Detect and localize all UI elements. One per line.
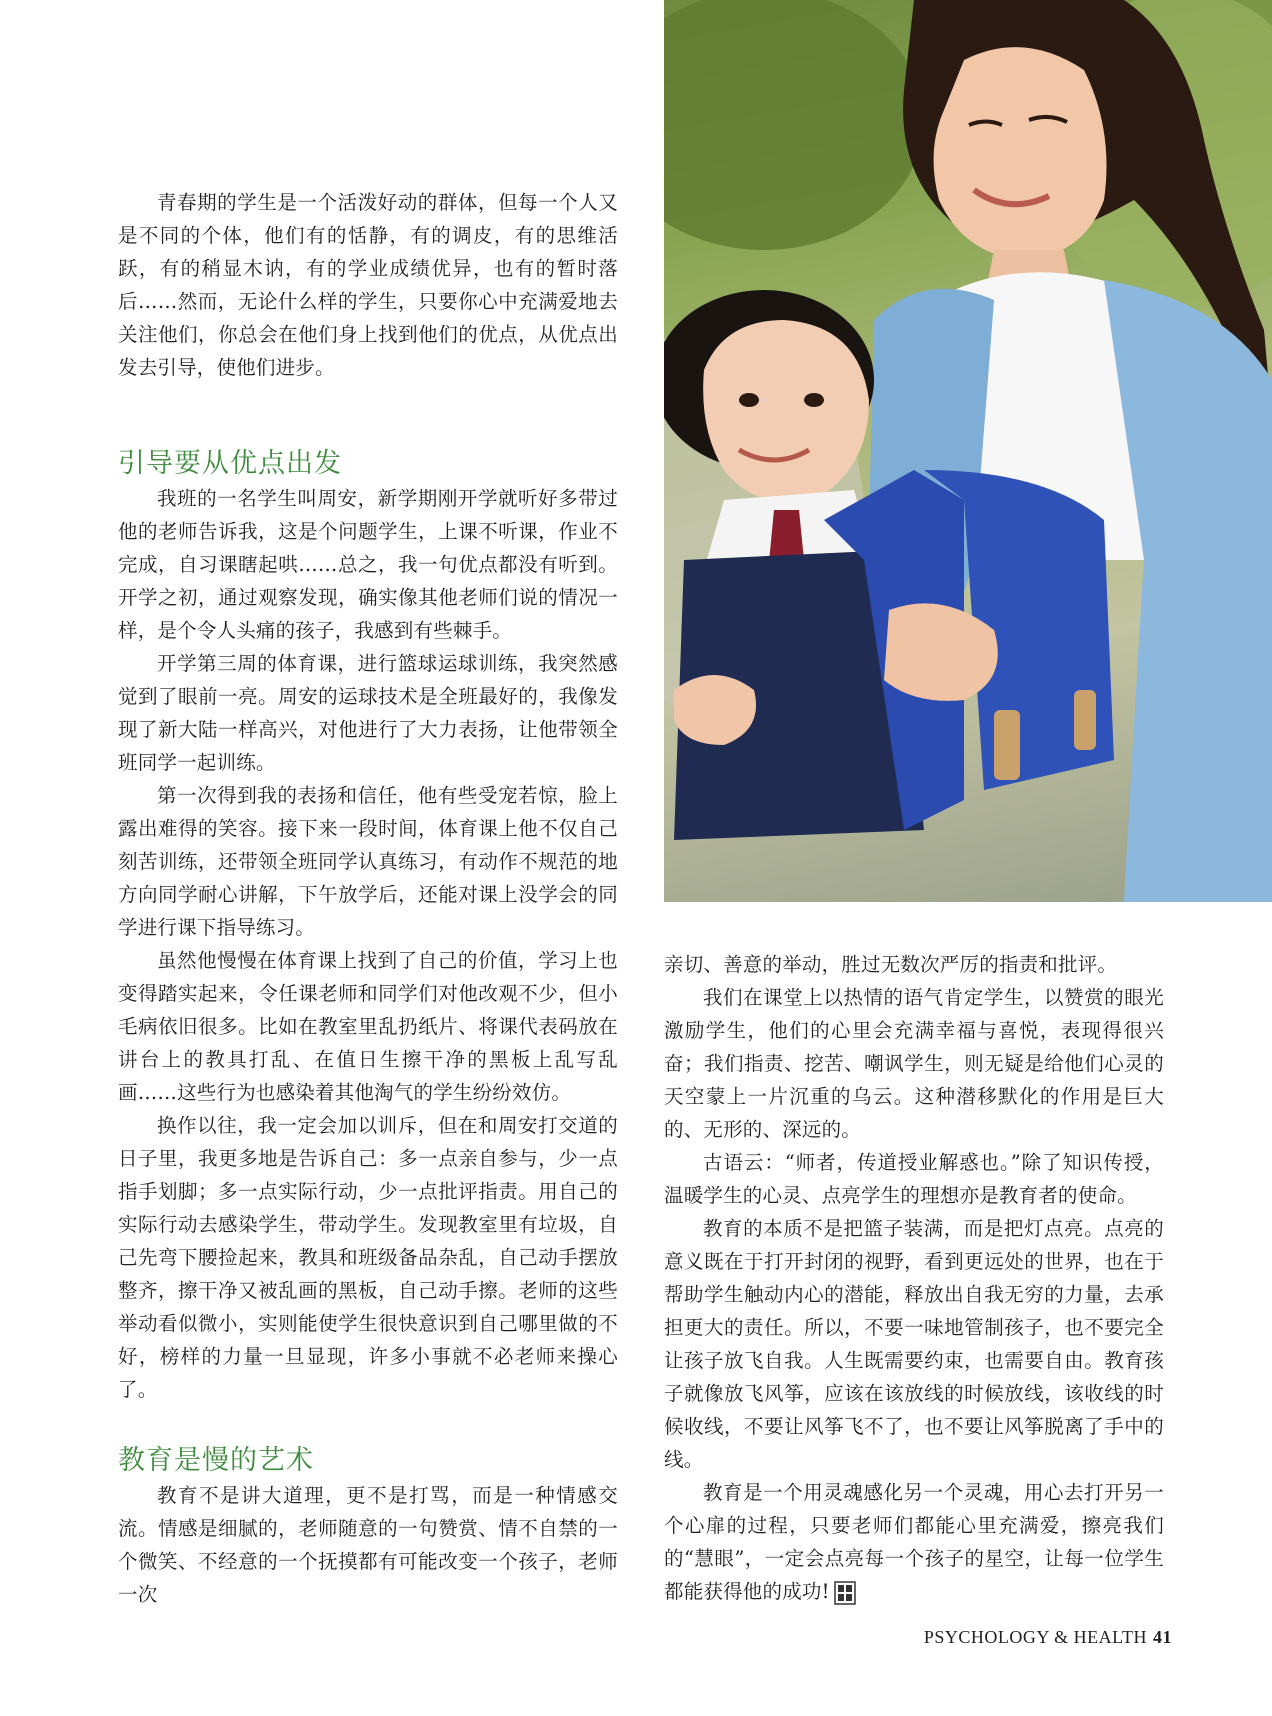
section-1-paragraph: 第一次得到我的表扬和信任，他有些受宠若惊，脸上露出难得的笑容。接下来一段时间，体育课上他不仅自己刻苦训练，还带领全班同学认真练习，有动作不规范的地方向同学耐心讲解，下午放学后，还能对课上没学会的同学进行课下指导练习。 — [118, 784, 618, 939]
section-1-heading: 引导要从优点出发 — [118, 448, 342, 479]
intro-block — [118, 186, 618, 384]
section-2-paragraph: 教育不是讲大道理，更不是打骂，而是一种情感交流。情感是细腻的，老师随意的一句赞赏、情不自禁的一个微笑、不经意的一个抚摸都有可能改变一个孩子，老师一次 — [118, 1484, 618, 1606]
page-number: 41 — [1153, 1627, 1172, 1647]
section-2-paragraph: 古语云：“师者，传道授业解惑也。”除了知识传授，温暖学生的心灵、点亮学生的理想亦是教育者的使命。 — [664, 1151, 1164, 1207]
teacher-student-photo — [664, 0, 1272, 902]
section-2-paragraph: 教育的本质不是把篮子装满，而是把灯点亮。点亮的意义既在于打开封闭的视野，看到更远处的世界，也在于帮助学生触动内心的潜能，释放出自我无穷的力量，去承担更大的责任。所以，不要一味地管制孩子，也不要完全让孩子放飞自我。人生既需要约束，也需要自由。教育孩子就像放飞风筝，应该在该放线的时候放线，该收线的时候收线，不要让风筝飞不了，也不要让风筝脱离了手中的线。 — [664, 1217, 1164, 1471]
section-2-right — [664, 948, 1164, 1608]
section-2-continued-paragraph: 亲切、善意的举动，胜过无数次严厉的指责和批评。 — [664, 953, 1118, 976]
section-2-left — [118, 1443, 618, 1611]
section-2-final-paragraph — [664, 1476, 1164, 1608]
section-2-heading: 教育是慢的艺术 — [118, 1445, 314, 1476]
section-2-paragraph: 我们在课堂上以热情的语气肯定学生，以赞赏的眼光激励学生，他们的心里会充满幸福与喜悦，表现得很兴奋；我们指责、挖苦、嘲讽学生，则无疑是给他们心灵的天空蒙上一片沉重的乌云。这种潜移默化的作用是巨大的、无形的、深远的。 — [664, 986, 1164, 1141]
section-1-paragraph: 开学第三周的体育课，进行篮球运球训练，我突然感觉到了眼前一亮。周安的运球技术是全班最好的，我像发现了新大陆一样高兴，对他进行了大力表扬，让他带领全班同学一起训练。 — [118, 652, 618, 774]
section-1-paragraph: 换作以往，我一定会加以训斥，但在和周安打交道的日子里，我更多地是告诉自己：多一点亲自参与，少一点指手划脚；多一点实际行动，少一点批评指责。用自己的实际行动去感染学生，带动学生。发现教室里有垃圾，自己先弯下腰捡起来，教具和班级备品杂乱，自己动手摆放整齐，擦干净又被乱画的黑板，自己动手擦。老师的这些举动看似微小，实则能使学生很快意识到自己哪里做的不好，榜样的力量一旦显现，许多小事就不必老师来操心了。 — [118, 1114, 618, 1401]
photo-illustration — [664, 0, 1272, 902]
seal-icon — [834, 1581, 856, 1605]
section-2-final-text: 教育是一个用灵魂感化另一个灵魂，用心去打开另一个心扉的过程，只要老师们都能心里充满爱，擦亮我们的“慧眼”，一定会点亮每一个孩子的星空，让每一位学生都能获得他的成功! — [664, 1481, 1164, 1603]
intro-paragraph: 青春期的学生是一个活泼好动的群体，但每一个人又是不同的个体，他们有的恬静，有的调皮，有的思维活跃，有的稍显木讷，有的学业成绩优异，也有的暂时落后……然而，无论什么样的学生，只要你心中充满爱地去关注他们，你总会在他们身上找到他们的优点，从优点出发去引导，使他们进步。 — [118, 191, 618, 379]
section-1-paragraph: 虽然他慢慢在体育课上找到了自己的价值，学习上也变得踏实起来，令任课老师和同学们对他改观不少，但小毛病依旧很多。比如在教室里乱扔纸片、将课代表码放在讲台上的教具打乱、在值日生擦干净的黑板上乱写乱画……这些行为也感染着其他淘气的学生纷纷效仿。 — [118, 949, 618, 1104]
section-1 — [118, 446, 618, 1406]
page-footer — [924, 1627, 1172, 1648]
section-1-paragraph: 我班的一名学生叫周安，新学期刚开学就听好多带过他的老师告诉我，这是个问题学生，上课不听课，作业不完成，自习课瞎起哄……总之，我一句优点都没有听到。开学之初，通过观察发现，确实像其他老师们说的情况一样，是个令人头痛的孩子，我感到有些棘手。 — [118, 487, 618, 642]
magazine-name: PSYCHOLOGY & HEALTH — [923, 1627, 1147, 1647]
